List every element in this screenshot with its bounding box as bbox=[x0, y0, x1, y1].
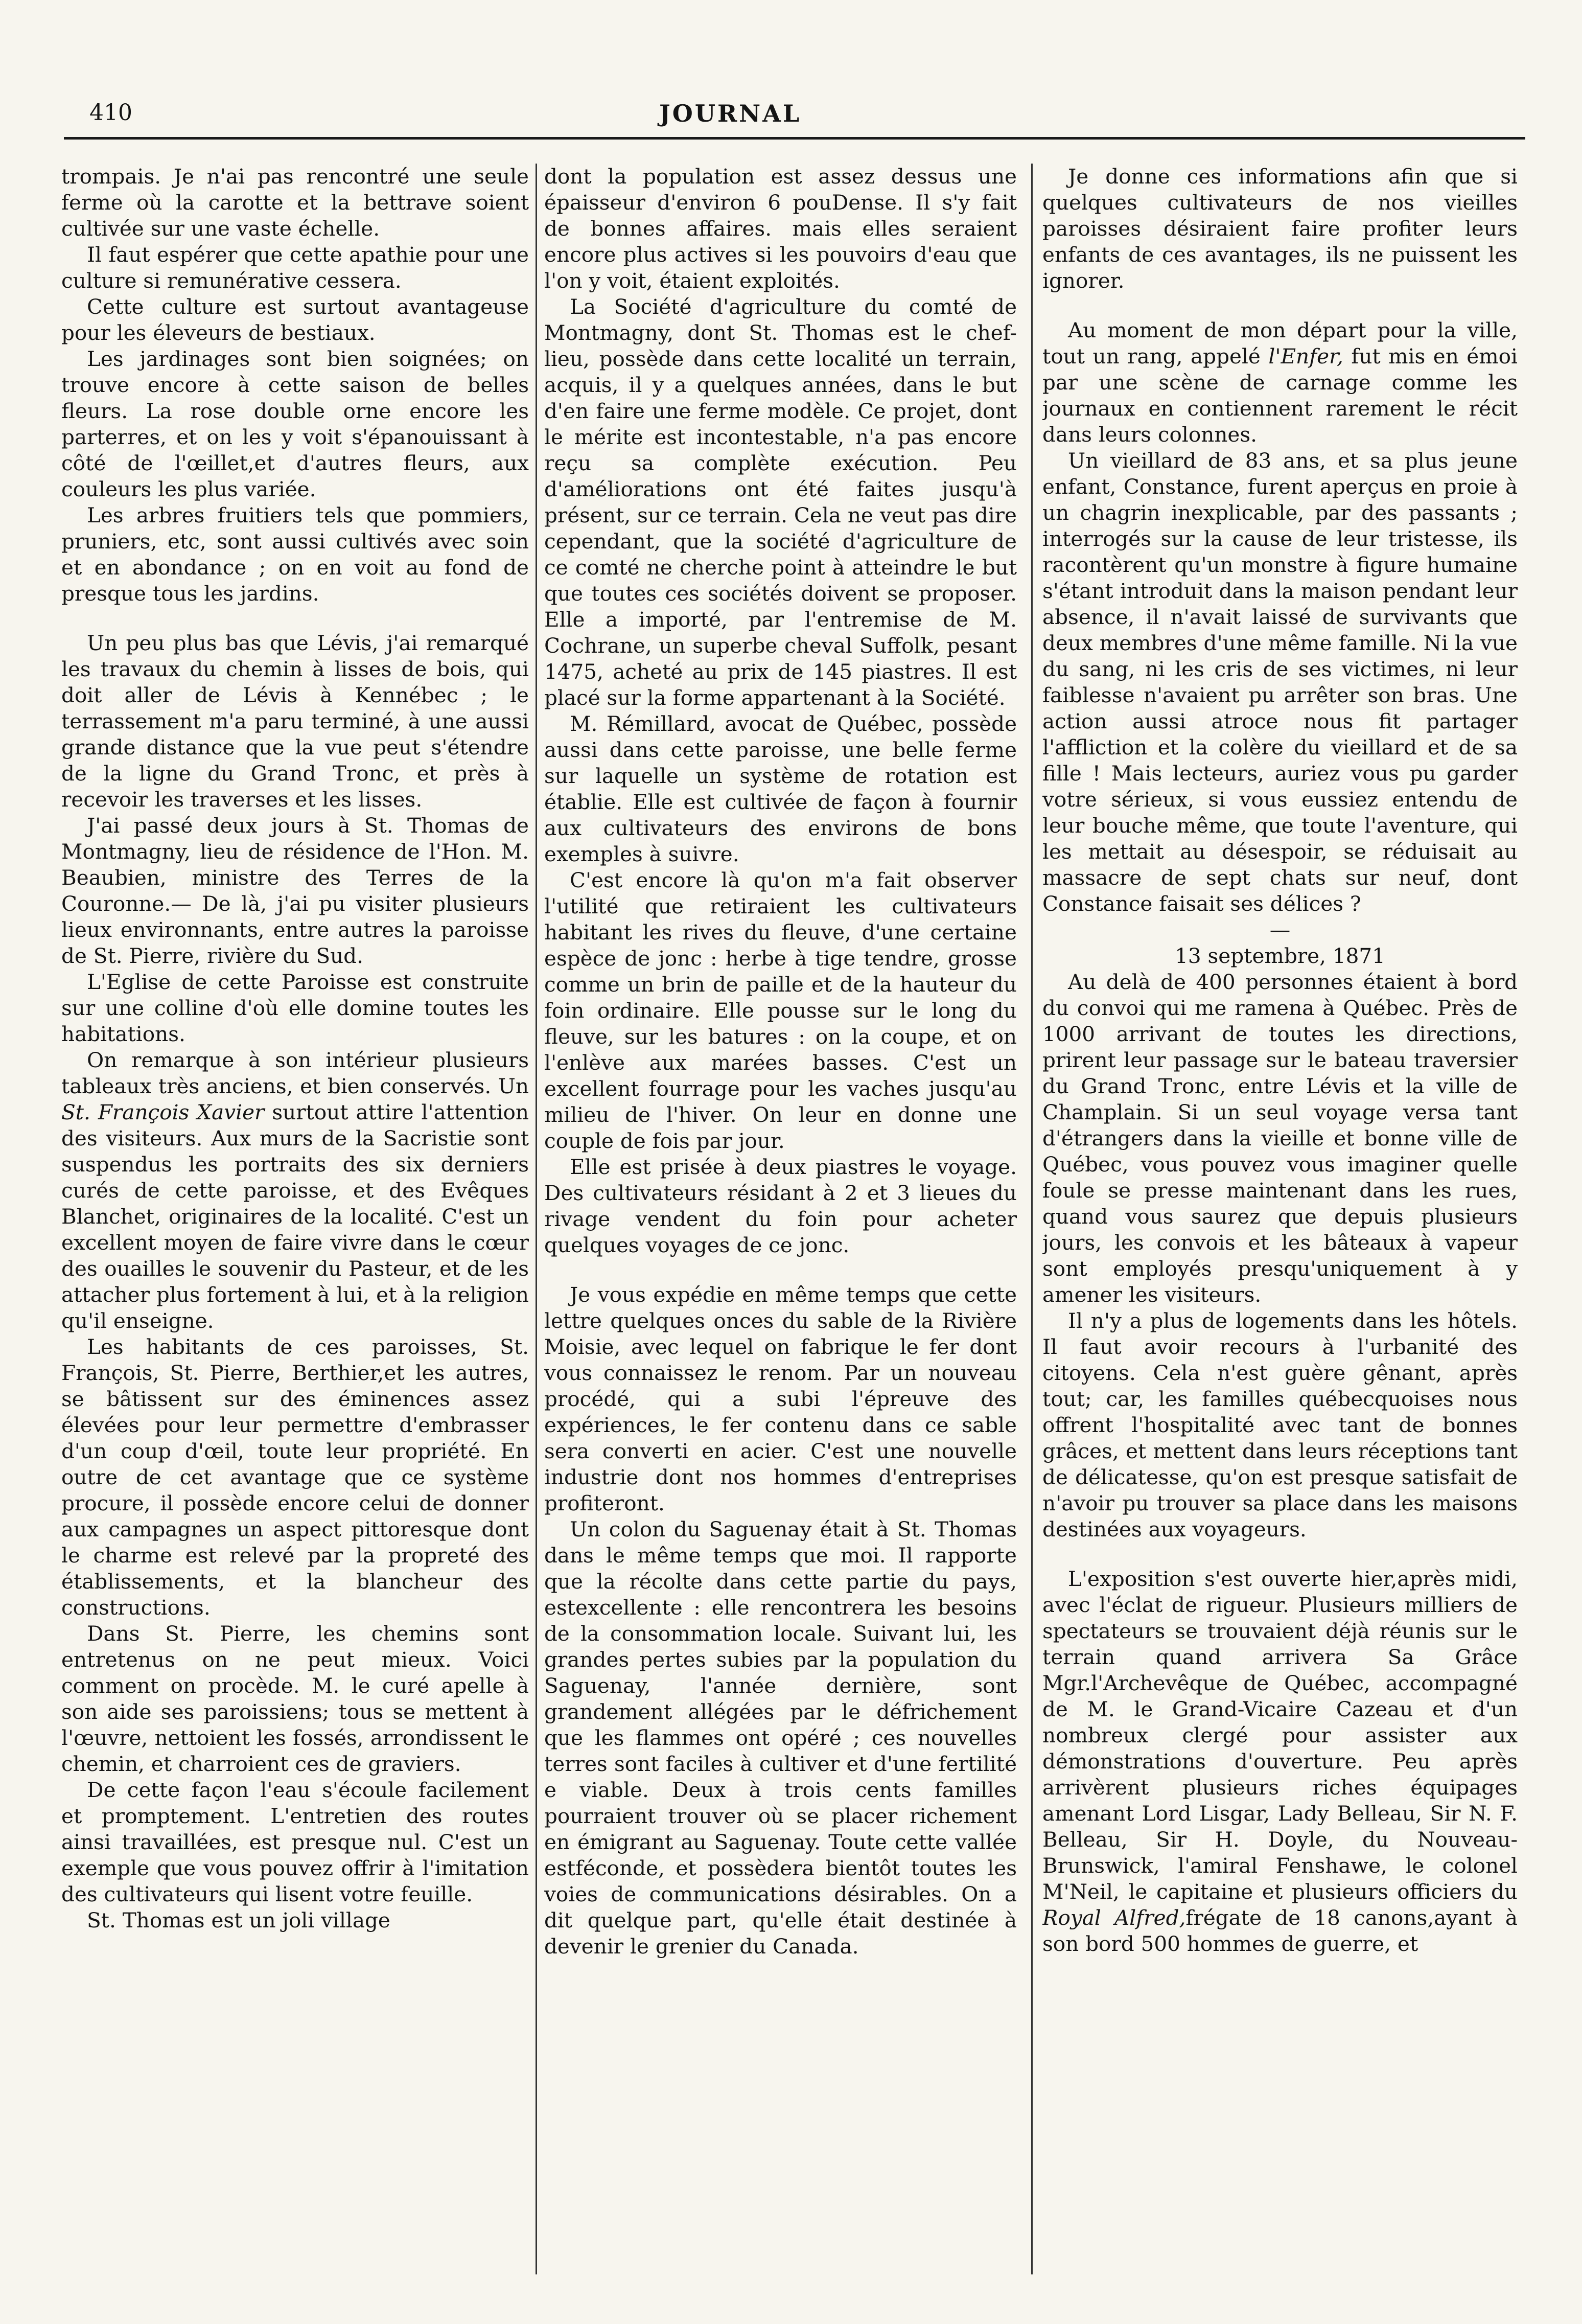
paragraph: Dans St. Pierre, les chemins sont entretenus on ne peut mieux. Voici comment on procède. M. le curé apelle à son aide ses paroissiens; tous se mettent à l'œuvre, nettoient les fossés, arrondissent le chemin, et charroient ces de graviers. bbox=[61, 1621, 529, 1776]
header-rule bbox=[64, 137, 1525, 140]
paragraph: Je vous expédie en même temps que cette lettre quelques onces du sable de la Rivière Moisie, avec lequel on fabrique le fer dont vous connaissez le renom. Par un nouveau procédé, qui a subi l'épreuve des expériences, le fer contenu dans ce sable sera converti en acier. C'est une nouvelle industrie dont nos hommes d'entreprises profiteront. bbox=[544, 1282, 1017, 1515]
paragraph: Un colon du Saguenay était à St. Thomas dans le même temps que moi. Il rapporte que la récolte dans cette partie du pays, estexcellente : elle rencontrera les besoins de la consommation locale. Suivant lui, les grandes pertes subies par la population du Saguenay, l'année dernière, sont grandement allégées par le défrichement que les flammes ont opéré ; ces nouvelles terres sont faciles à cultiver et d'une fertilité e viable. Deux à trois cents familles pourraient trouver où se placer richement en émigrant au Saguenay. Toute cette vallée estféconde, et possèdera bientôt toutes les voies de communications désirables. On a dit quelque part, qu'elle était destinée à devenir le grenier du Canada. bbox=[544, 1517, 1017, 1959]
column-divider bbox=[536, 164, 537, 2274]
paragraph: Les jardinages sont bien soignées; on trouve encore à cette saison de belles fleurs. La rose double orne encore les parterres, et on les y voit s'épanouissant à côté de l'œillet,et d'autres fleurs, aux couleurs les plus variée. bbox=[61, 347, 529, 501]
paragraph bbox=[61, 1047, 529, 1334]
section-gap bbox=[61, 618, 529, 619]
text-run: L'exposition s'est ouverte hier,après midi, avec l'éclat de rigueur. Plusieurs milliers de spectateurs se trouvaient déjà réunis sur le terrain quand arrivera Sa Grâce Mgr.l'Archevêque de Québec, accompagné de M. le Grand-Vicaire Cazeau et d'un nombreux clergé pour assister aux démonstrations d'ouverture. Peu après arrivèrent plusieurs riches équipages amenant Lord Lisgar, Lady Belleau, Sir N. F. Belleau, Sir H. Doyle, du Nouveau-Brunswick, l'amiral Fenshawe, le colonel M'Neil, le capitaine et plusieurs officiers du bbox=[1042, 1567, 1518, 1904]
section-gap bbox=[1042, 1554, 1518, 1555]
paragraph: La Société d'agriculture du comté de Montmagny, dont St. Thomas est le chef-lieu, possède dans cette localité un terrain, acquis, il y a quelques années, dans le but d'en faire une ferme modèle. Ce projet, dont le mérite est incontestable, n'a pas encore reçu sa complète exécution. Peu d'améliorations ont été faites jusqu'à présent, sur ce terrain. Cela ne veut pas dire cependant, que la société d'agriculture de ce comté ne cherche point à atteindre le but que toutes ces sociétés doivent se proposer. Elle a importé, par l'entremise de M. Cochrane, un superbe cheval Suffolk, pesant 1475, acheté au prix de 145 piastres. Il est placé sur la forme appartenant à la Société. bbox=[544, 294, 1017, 710]
text-run: fut mis en émoi par une scène de carnage comme les journaux en contiennent rarement le récit dans leurs colonnes. bbox=[1042, 344, 1518, 447]
column-2 bbox=[544, 164, 1017, 2300]
paragraph: Les habitants de ces paroisses, St. François, St. Pierre, Berthier,et les autres, se bâtissent sur des éminences assez élevées pour leur permettre d'embrasser d'un coup d'œil, toute leur propriété. En outre de cet avantage que ce système procure, il possède encore celui de donner aux campagnes un aspect pittoresque dont le charme est relevé par la propreté des établissements, et la blancheur des constructions. bbox=[61, 1334, 529, 1620]
section-dash: — bbox=[1269, 917, 1291, 942]
text-run: On remarque à son intérieur plusieurs tableaux très anciens, et bien conservés. Un bbox=[61, 1048, 529, 1098]
paragraph: L'Eglise de cette Paroisse est construite sur une colline d'où elle domine toutes les habitations. bbox=[61, 970, 529, 1046]
paragraph: Il faut espérer que cette apathie pour une culture si remunérative cessera. bbox=[61, 242, 529, 293]
section-gap bbox=[544, 1270, 1017, 1271]
italic-title: St. François Xavier bbox=[61, 1100, 265, 1124]
column-divider bbox=[1031, 164, 1033, 2274]
dateline: 13 septembre, 1871 bbox=[1175, 944, 1385, 968]
italic-place-name: l'Enfer, bbox=[1268, 344, 1343, 369]
paragraph: Je donne ces informations afin que si quelques cultivateurs de nos vieilles paroisses désiraient faire profiter leurs enfants de ces avantages, ils ne puissent les ignorer. bbox=[1042, 164, 1518, 293]
paragraph: De cette façon l'eau s'écoule facilement et promptement. L'entretien des routes ainsi travaillées, est presque nul. C'est un exemple que vous pouvez offrir à l'imitation des cultivateurs qui lisent votre feuille. bbox=[61, 1778, 529, 1906]
column-3 bbox=[1042, 164, 1518, 2300]
paragraph: Elle est prisée à deux piastres le voyage. Des cultivateurs résidant à 2 et 3 lieues du rivage vendent du foin pour acheter quelques voyages de ce jonc. bbox=[544, 1155, 1017, 1257]
running-title: JOURNAL bbox=[659, 100, 802, 127]
paragraph: Cette culture est surtout avantageuse pour les éleveurs de bestiaux. bbox=[61, 294, 529, 345]
text-run: frégate de 18 canons,ayant à son bord 500 hommes de guerre, et bbox=[1042, 1905, 1518, 1956]
paragraph: Les arbres fruitiers tels que pommiers, pruniers, etc, sont aussi cultivés avec soin et en abondance ; on en voit au fond de presque tous les jardins. bbox=[61, 503, 529, 606]
paragraph: trompais. Je n'ai pas rencontré une seule ferme où la carotte et la bettrave soient cultivée sur une vaste échelle. bbox=[61, 164, 529, 241]
paragraph: St. Thomas est un joli village bbox=[87, 1908, 390, 1932]
paragraph: C'est encore là qu'on m'a fait observer l'utilité que retiraient les cultivateurs habitant les rives du fleuve, d'une certaine espèce de jonc : herbe à tige tendre, grosse comme un brin de paille et de la hauteur du foin ordinaire. Elle pousse sur le long du fleuve, sur les batures : on la coupe, et on l'enlève aux marées basses. C'est un excellent fourrage pour les vaches jusqu'au milieu de l'hiver. On leur en donne une couple de fois par jour. bbox=[544, 868, 1017, 1153]
section-gap bbox=[1042, 305, 1518, 306]
column-1 bbox=[61, 164, 529, 2300]
text-run: Au moment de mon départ pour la ville, tout un rang, appelé bbox=[1042, 318, 1518, 369]
page-number: 410 bbox=[89, 100, 132, 126]
paragraph bbox=[1042, 317, 1518, 448]
paragraph: dont la population est assez dessus une épaisseur d'environ 6 pouDense. Il s'y fait de bonnes affaires. mais elles seraient encore plus actives si les pouvoirs d'eau que l'on y voit, étaient exploités. bbox=[544, 164, 1017, 293]
paragraph: M. Rémillard, avocat de Québec, possède aussi dans cette paroisse, une belle ferme sur laquelle un système de rotation est établie. Elle est cultivée de façon à fournir aux cultivateurs des environs de bons exemples à suivre. bbox=[544, 711, 1017, 866]
italic-ship-name: Royal Alfred, bbox=[1042, 1905, 1186, 1930]
paragraph: Au delà de 400 personnes étaient à bord du convoi qui me ramena à Québec. Près de 1000 arrivant de toutes les directions, prirent leur passage sur le bateau traversier du Grand Tronc, entre Lévis et la ville de Champlain. Si un seul voyage versa tant d'étrangers dans la vieille et bonne ville de Québec, vous pouvez vous imaginer quelle foule se presse maintenant dans les rues, quand vous saurez que depuis plusieurs jours, les convois et les bâteaux à vapeur sont employés presqu'uniquement à y amener les visiteurs. bbox=[1042, 970, 1518, 1307]
paragraph: Un vieillard de 83 ans, et sa plus jeune enfant, Constance, furent aperçus en proie à un chagrin inexplicable, par des passants ; interrogés sur la cause de leur tristesse, ils racontèrent qu'un monstre à figure humaine s'étant introduit dans la maison pendant leur absence, il n'avait laissé de survivants que deux membres d'une même famille. Ni la vue du sang, ni les cris de ses victimes, ni leur faiblesse n'avaient pu arrêter son bras. Une action aussi atroce nous fit partager l'affliction et la colère du vieillard et de sa fille ! Mais lecteurs, auriez vous pu garder votre sérieux, si vous eussiez entendu de leur bouche même, que toute l'aventure, qui les mettait au désespoir, se réduisait au massacre de sept chats sur neuf, dont Constance faisait ses délices ? bbox=[1042, 448, 1518, 916]
paragraph: Un peu plus bas que Lévis, j'ai remarqué les travaux du chemin à lisses de bois, qui doit aller de Lévis à Kennébec ; le terrassement m'a paru terminé, à une aussi grande distance que la vue peut s'étendre de la ligne du Grand Tronc, et près à recevoir les traverses et les lisses. bbox=[61, 631, 529, 812]
paragraph: J'ai passé deux jours à St. Thomas de Montmagny, lieu de résidence de l'Hon. M. Beaubien, ministre des Terres de la Couronne.— De là, j'ai pu visiter plusieurs lieux environnants, entre autres la paroisse de St. Pierre, rivière du Sud. bbox=[61, 813, 529, 968]
text-run: surtout attire l'attention des visiteurs. Aux murs de la Sacristie sont suspendus les portraits des six derniers curés de cette paroisse, et des Evêques Blanchet, originaires de la localité. C'est un excellent moyen de faire vivre dans le cœur des ouailles le souvenir du Pasteur, et de les attacher plus fortement à lui, et à la religion qu'il enseigne. bbox=[61, 1100, 529, 1333]
paragraph: Il n'y a plus de logements dans les hôtels. Il faut avoir recours à l'urbanité des citoyens. Cela n'est guère gênant, après tout; car, les familles québecquoises nous offrent l'hospitalité avec tant de bonnes grâces, et mettent dans leurs réceptions tant de délicatesse, qu'on est presque satisfait de n'avoir pu trouver sa place dans les maisons destinées aux voyageurs. bbox=[1042, 1308, 1518, 1541]
paragraph bbox=[1042, 1566, 1518, 1957]
